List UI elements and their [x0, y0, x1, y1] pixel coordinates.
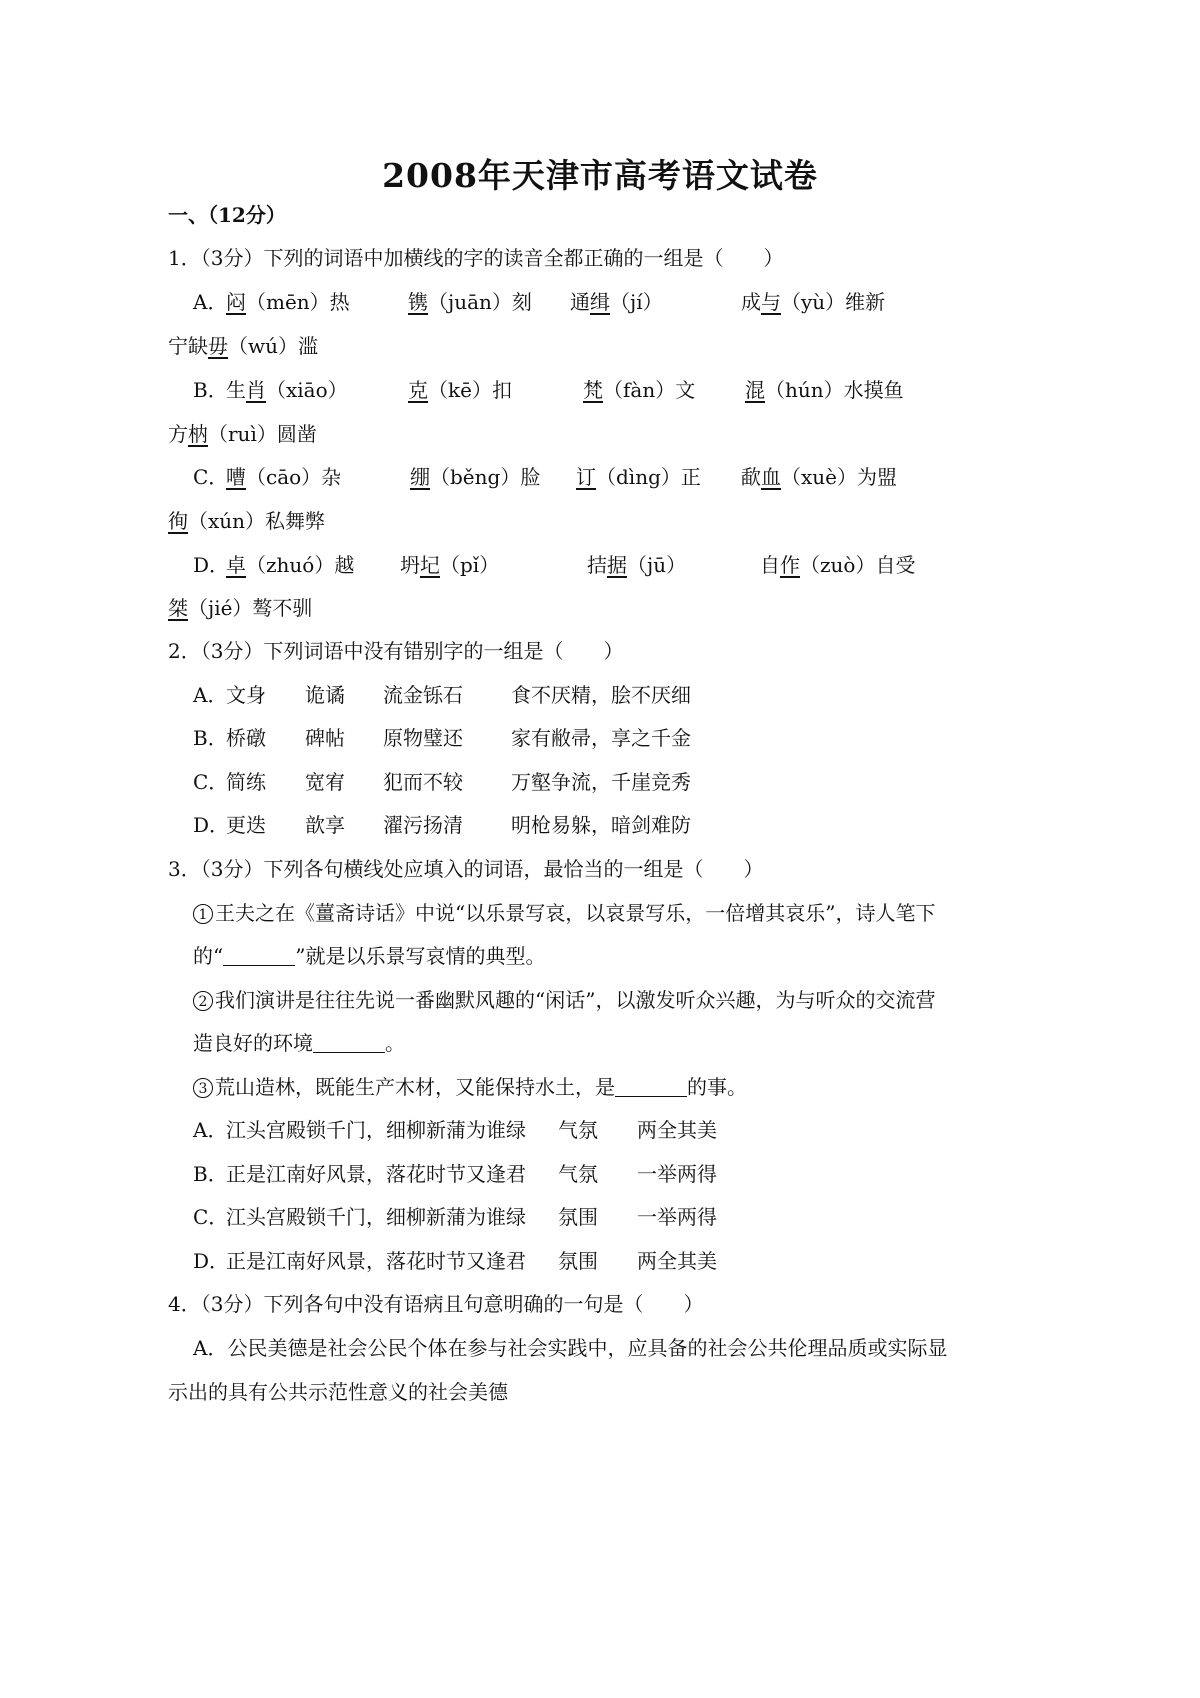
option-cell: 犯而不较: [383, 770, 463, 794]
q3-option-row: [193, 1160, 717, 1188]
q1-option-b-item4: 混（hún）水摸鱼: [745, 378, 904, 402]
option-letter: A．: [193, 1118, 228, 1142]
circled-number: 2: [193, 991, 213, 1011]
option-cell: 正是江南好风景，落花时节又逢君: [226, 1162, 526, 1186]
option-cell: 宽宥: [305, 770, 345, 794]
option-cell: 两全其美: [637, 1249, 717, 1273]
q1-option-d-item3: 拮据（jū）: [587, 553, 687, 577]
option-cell: 江头宫殿锁千门，细柳新蒲为谁绿: [226, 1205, 526, 1229]
option-cell: 一举两得: [637, 1162, 717, 1186]
q1-option-a-item1: 闷（mēn）热: [226, 290, 350, 314]
q3-sentence-1-line-2: 的“ ”就是以乐景写哀情的典型。: [193, 944, 546, 968]
q1-option-d-letter: D．: [193, 553, 230, 577]
q1-option-c-item4: 歃血（xuè）为盟: [741, 465, 897, 489]
circled-number: 3: [193, 1078, 213, 1098]
q1-option-c-item2: 绷（běng）脸: [410, 465, 541, 489]
fill-blank: [313, 1034, 385, 1053]
q2-option-row: [193, 681, 691, 709]
option-cell: 诡谲: [305, 683, 345, 707]
option-cell: 桥礅: [226, 726, 266, 750]
q1-stem: 1．（3分）下列的词语中加横线的字的读音全都正确的一组是（ ）: [168, 246, 784, 270]
fill-blank: [615, 1078, 687, 1097]
option-cell: 文身: [226, 683, 266, 707]
q1-option-c-letter: C．: [193, 465, 229, 489]
option-cell: 碑帖: [305, 726, 345, 750]
q1-option-a-item4: 成与（yù）维新: [741, 290, 886, 314]
option-letter: D．: [193, 813, 230, 837]
option-cell: 更迭: [226, 813, 266, 837]
option-cell: 气氛: [558, 1162, 598, 1186]
q1-option-d-item5: 桀（jié）骜不驯: [168, 596, 313, 620]
q3-option-row: [193, 1203, 717, 1231]
q1-option-c-item5: 徇（xún）私舞弊: [168, 509, 326, 533]
q2-option-row: [193, 768, 691, 796]
q3-stem: 3．（3分）下列各句横线处应填入的词语，最恰当的一组是（ ）: [168, 857, 764, 881]
q1-option-b-item1: 生肖（xiāo）: [226, 378, 348, 402]
option-cell: 流金铄石: [383, 683, 463, 707]
q2-option-row: [193, 724, 691, 752]
q4-stem: 4．（3分）下列各句中没有语病且句意明确的一句是（ ）: [168, 1292, 704, 1316]
q3-sentence-3: 3 荒山造林，既能生产木材，又能保持水土，是 的事。: [193, 1073, 747, 1101]
q1-option-d-item2: 坍圮（pǐ）: [400, 553, 500, 577]
q1-option-c-item1: 嘈（cāo）杂: [226, 465, 342, 489]
option-letter: C．: [193, 1205, 229, 1229]
q1-option-b-item3: 梵（fàn）文: [583, 378, 696, 402]
option-cell: 食不厌精，脍不厌细: [511, 683, 691, 707]
q3-sentence-2-line-2: 造良好的环境 。: [193, 1031, 405, 1055]
option-letter: B．: [193, 1162, 228, 1186]
q3-option-row: [193, 1247, 717, 1275]
q1-option-b-letter: B．: [193, 378, 228, 402]
fill-blank: [223, 947, 295, 966]
option-cell: 氛围: [558, 1205, 598, 1229]
page-title: 2008年天津市高考语文试卷: [382, 156, 818, 195]
q1-option-a-item5: 宁缺毋（wú）滥: [168, 334, 318, 358]
option-cell: 正是江南好风景，落花时节又逢君: [226, 1249, 526, 1273]
option-cell: 明枪易躲，暗剑难防: [511, 813, 691, 837]
option-cell: 歆享: [305, 813, 345, 837]
option-letter: D．: [193, 1249, 230, 1273]
q1-option-a-letter: A．: [193, 290, 228, 314]
q1-option-d-item1: 卓（zhuó）越: [226, 553, 355, 577]
q1-option-b-item5: 方枘（ruì）圆凿: [168, 422, 317, 446]
option-cell: 家有敝帚，享之千金: [511, 726, 691, 750]
q1-option-d-item4: 自作（zuò）自受: [760, 553, 916, 577]
option-cell: 一举两得: [637, 1205, 717, 1229]
option-letter: C．: [193, 770, 229, 794]
q2-option-row: [193, 811, 691, 839]
q3-sentence-1-line-1: 1 王夫之在《薑斋诗话》中说“以乐景写哀，以哀景写乐，一倍增其哀乐”，诗人笔下: [193, 899, 935, 927]
option-cell: 简练: [226, 770, 266, 794]
option-cell: 原物璧还: [383, 726, 463, 750]
option-cell: 气氛: [558, 1118, 598, 1142]
option-letter: A．: [193, 683, 228, 707]
q1-option-b-item2: 克（kē）扣: [408, 378, 512, 402]
q1-option-a-item2: 镌（juān）刻: [408, 290, 532, 314]
q1-option-a-item3: 通缉（jí）: [570, 290, 663, 314]
q3-sentence-2-line-1: 2 我们演讲是往往先说一番幽默风趣的“闲话”，以激发听众兴趣，为与听众的交流营: [193, 986, 935, 1014]
q4-option-a-line-1: A．公民美德是社会公民个体在参与社会实践中，应具备的社会公共伦理品质或实际显: [193, 1336, 948, 1360]
section-heading: 一、（12分）: [168, 203, 286, 227]
option-cell: 濯污扬清: [383, 813, 463, 837]
q3-option-row: [193, 1116, 717, 1144]
option-cell: 氛围: [558, 1249, 598, 1273]
option-cell: 两全其美: [637, 1118, 717, 1142]
option-letter: B．: [193, 726, 228, 750]
q1-option-c-item3: 订（dìng）正: [576, 465, 701, 489]
option-cell: 江头宫殿锁千门，细柳新蒲为谁绿: [226, 1118, 526, 1142]
option-cell: 万壑争流，千崖竞秀: [511, 770, 691, 794]
circled-number: 1: [193, 904, 213, 924]
q4-option-a-line-2: 示出的具有公共示范性意义的社会美德: [168, 1380, 508, 1404]
q2-stem: 2．（3分）下列词语中没有错别字的一组是（ ）: [168, 639, 624, 663]
